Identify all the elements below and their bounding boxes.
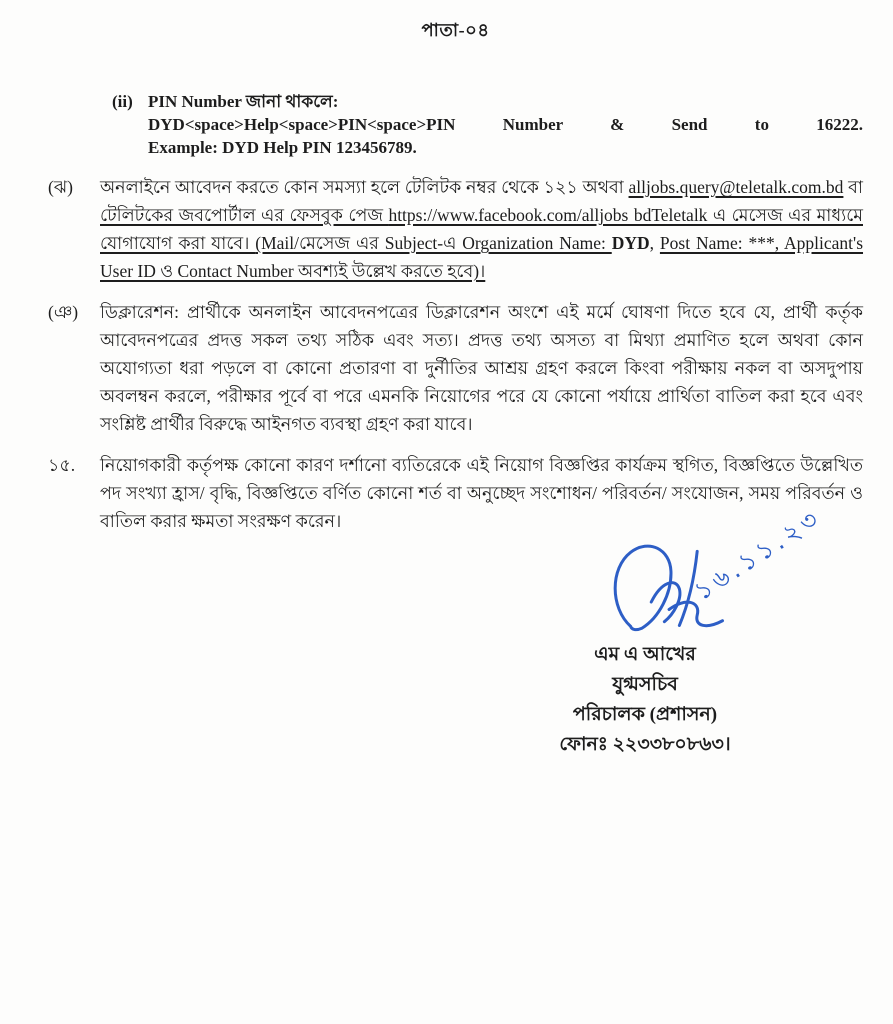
clause-text — [100, 173, 863, 285]
comma-separator: , — [649, 233, 660, 253]
pin-item-marker: (ii) — [112, 92, 133, 111]
handwritten-date: ১৬.১১.২৩ — [689, 502, 827, 606]
signatory-phone: ফোনঃ ২২৩৩৮০৮৬৩। — [559, 734, 731, 755]
facebook-url: https://www.facebook.com/alljobs bdTeletalk এ মেসেজ এর মাধ্যমে যোগাযোগ করা যাবে। — [100, 205, 863, 253]
clause-marker: (ঝ) — [48, 177, 73, 197]
signatory-name: এম এ আখের — [594, 644, 696, 665]
clause-marker: ১৫. — [48, 455, 76, 475]
pin-instructions-block — [112, 90, 863, 159]
support-email: alljobs.query@teletalk.com.bd — [628, 177, 844, 197]
pin-intro-line: PIN Number জানা থাকলে: — [148, 92, 339, 111]
clause-15 — [48, 451, 863, 535]
signatory-block — [505, 640, 785, 760]
clause-text — [100, 451, 863, 535]
helpline-text: অনলাইনে আবেদন করতে কোন সমস্যা হলে টেলিটক নম্বর থেকে ১২১ অথবা — [100, 177, 629, 197]
signatory-rank: যুগ্মসচিব — [612, 674, 678, 695]
pin-sms-format-line: DYD<space>Help<space>PIN<space>PIN Number & Send to 16222. — [148, 115, 863, 134]
clause-text — [100, 298, 863, 438]
authority-rights-text: নিয়োগকারী কর্তৃপক্ষ কোনো কারণ দর্শানো ব্যতিরেকে এই নিয়োগ বিজ্ঞপ্তির কার্যক্রম স্থগিত, বিজ্ঞপ্তিতে উল্লেখিত পদ সংখ্যা হ্রাস/ বৃদ্ধি, বিজ্ঞপ্তিতে বর্ণিত কোনো শর্ত বা অনুচ্ছেদ সংশোধন/ পরিবর্তন/ সংযোজন, সময় পরিবর্তন ও বাতিল করার ক্ষমতা সংরক্ষণ করেন। — [100, 455, 863, 531]
declaration-text: ডিক্লারেশন: প্রার্থীকে অনলাইন আবেদনপত্রের ডিক্লারেশন অংশে এই মর্মে ঘোষণা দিতে হবে যে, প্রার্থী কর্তৃক আবেদনপত্রের প্রদত্ত সকল তথ্য সঠিক এবং সত্য। প্রদত্ত তথ্য অসত্য বা মিথ্যা প্রমাণিত হলে অথবা কোন অযোগ্যতা ধরা পড়লে বা কোনো প্রতারণা বা দুর্নীতির আশ্রয় গ্রহণ করলে কিংবা পরীক্ষায় নকল বা অসদুপায় অবলম্বন করলে, পরীক্ষার পূর্বে বা পরে এমনকি নিয়োগের পরে যে কোনো পর্যায়ে প্রার্থিতা বাতিল করা হবে এবং সংশ্লিষ্ট প্রার্থীর বিরুদ্ধে আইনগত ব্যবস্থা গ্রহণ করা যাবে। — [100, 302, 863, 434]
clause-jha — [48, 173, 863, 285]
pin-instruction-lines — [148, 90, 863, 159]
signatory-designation: পরিচালক (প্রশাসন) — [572, 704, 718, 725]
connector-text: বা — [843, 177, 863, 197]
pin-example-line: Example: DYD Help PIN 123456789. — [148, 138, 417, 157]
clause-nya — [48, 298, 863, 438]
mail-subject-note: (Mail/মেসেজ এর Subject-এ Organization Name: — [255, 233, 612, 253]
signature-visual — [48, 502, 863, 636]
signature-area — [48, 502, 863, 760]
page-number: পাতা-০৪ — [421, 20, 490, 40]
clause-marker: (ঞ) — [48, 302, 79, 322]
clause-list — [48, 173, 863, 535]
mail-subject-note-rest: Post Name: ***, Applicant's User ID ও Contact Number অবশ্যই উল্লেখ করতে হবে)। — [100, 233, 864, 281]
organization-name: DYD — [611, 233, 650, 253]
jobportal-facebook-text: টেলিটকের জবপোর্টাল এর ফেসবুক পেজ — [100, 205, 389, 225]
